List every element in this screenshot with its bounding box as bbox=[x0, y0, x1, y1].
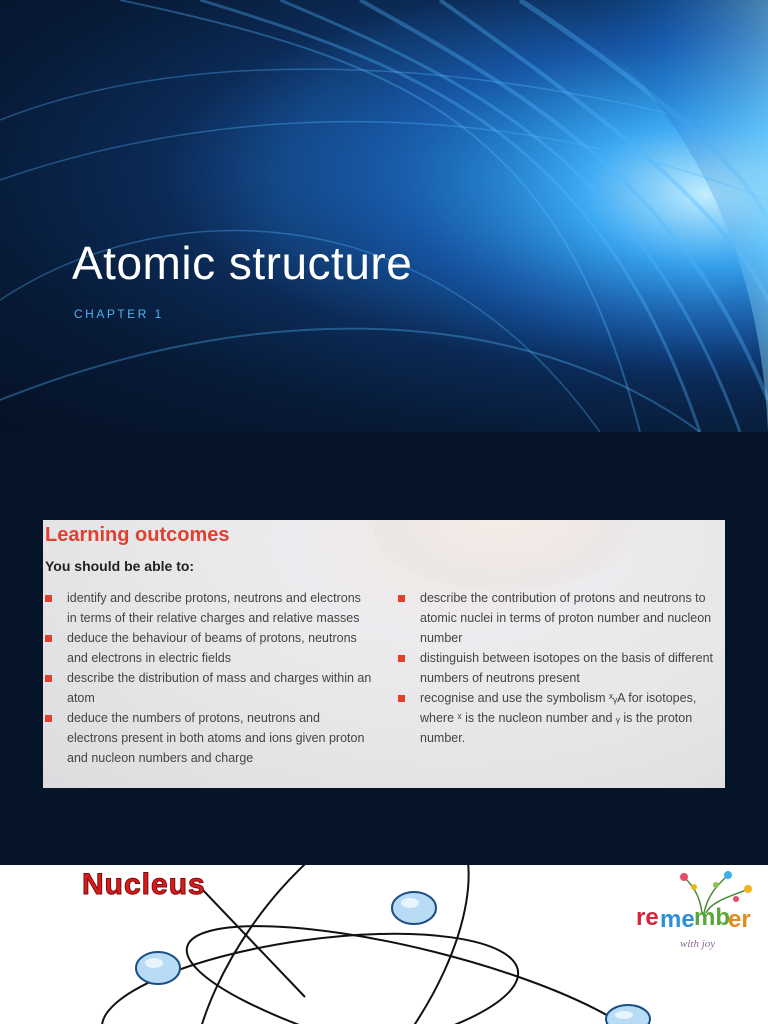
list-item: distinguish between isotopes on the basis of different numbers of neutrons present bbox=[398, 648, 725, 688]
svg-text:mb: mb bbox=[694, 904, 730, 931]
decorative-blob bbox=[373, 520, 633, 590]
square-bullet-icon bbox=[45, 715, 52, 722]
square-bullet-icon bbox=[45, 675, 52, 682]
blue-tunnel-background bbox=[0, 0, 768, 432]
square-bullet-icon bbox=[398, 655, 405, 662]
list-item: recognise and use the symbolism ˣᵧA for isotopes, where ˣ is the nucleon number and ᵧ is the proton number. bbox=[398, 688, 725, 748]
title-slide bbox=[0, 0, 768, 432]
electron-icon bbox=[392, 892, 436, 924]
square-bullet-icon bbox=[398, 695, 405, 702]
svg-text:er: er bbox=[728, 906, 751, 933]
square-bullet-icon bbox=[45, 635, 52, 642]
svg-text:re: re bbox=[636, 904, 659, 931]
electron-icon bbox=[136, 952, 180, 984]
learning-outcomes-subheading: You should be able to: bbox=[45, 558, 195, 574]
nucleus-slide bbox=[0, 865, 768, 1024]
outcomes-list-left bbox=[45, 588, 373, 768]
nucleus-label: Nucleus bbox=[82, 868, 206, 901]
remember-with-joy-logo bbox=[632, 865, 768, 965]
svg-text:with joy: with joy bbox=[680, 938, 716, 950]
outcomes-list-right bbox=[398, 588, 725, 748]
list-item: deduce the numbers of protons, neutrons and electrons present in both atoms and ions given proton and nucleon numbers and charge bbox=[45, 708, 373, 768]
learning-outcomes-panel bbox=[43, 520, 725, 788]
learning-outcomes-slide bbox=[0, 432, 768, 865]
square-bullet-icon bbox=[45, 595, 52, 602]
electron-icon bbox=[606, 1005, 650, 1024]
learning-outcomes-heading: Learning outcomes bbox=[45, 524, 230, 546]
list-item: identify and describe protons, neutrons and electrons in terms of their relative charges and relative masses bbox=[45, 588, 373, 628]
list-item: deduce the behaviour of beams of protons, neutrons and electrons in electric fields bbox=[45, 628, 373, 668]
square-bullet-icon bbox=[398, 595, 405, 602]
list-item: describe the distribution of mass and charges within an atom bbox=[45, 668, 373, 708]
svg-text:me: me bbox=[660, 906, 695, 933]
slide-title: Atomic structure bbox=[72, 237, 413, 289]
slide-subtitle: CHAPTER 1 bbox=[74, 307, 164, 321]
list-item: describe the contribution of protons and neutrons to atomic nuclei in terms of proton number and nucleon number bbox=[398, 588, 725, 648]
